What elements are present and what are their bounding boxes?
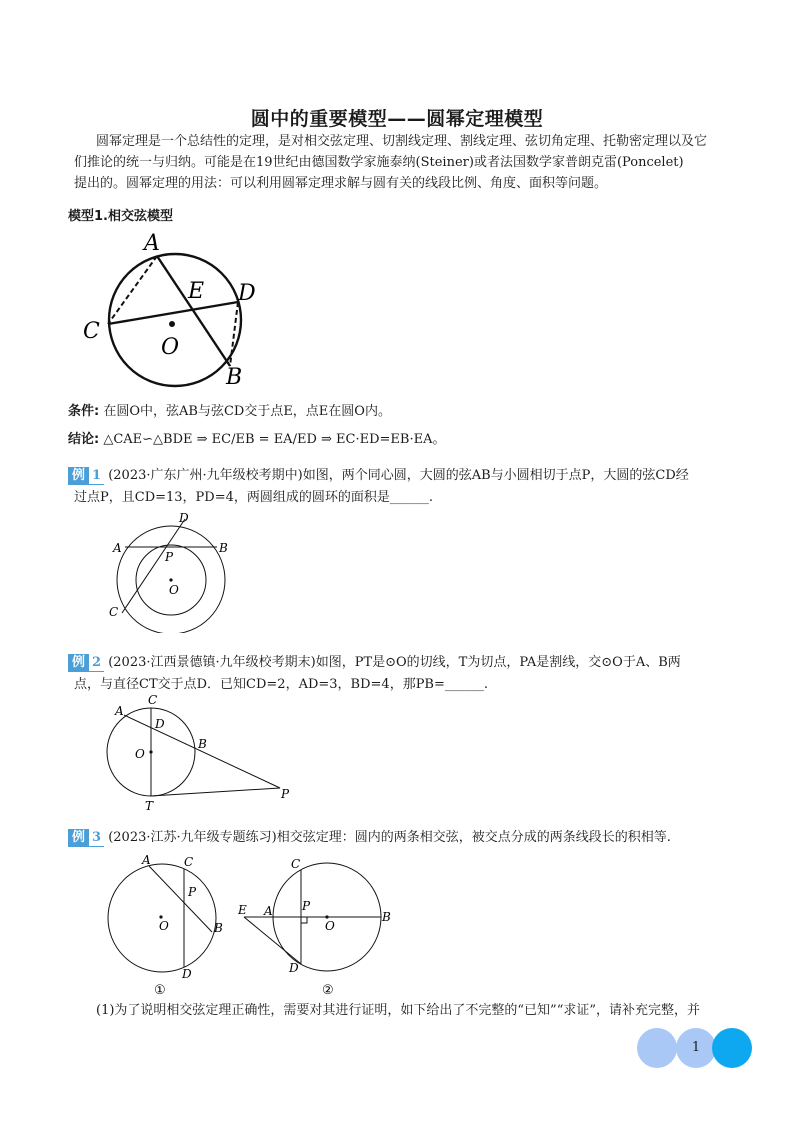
example-3-line-1: (2023·江苏·九年级专题练习)相交弦定理：圆内的两条相交弦，被交点分成的两条线段长的积相等. [108, 830, 671, 845]
conclusion-label: 结论: [68, 432, 100, 447]
fig3a-label-P: P [188, 885, 197, 899]
example-2-line-2: 点，与直径CT交于点D．已知CD=2，AD=3，BD=4，那PB=______. [74, 677, 489, 692]
fig3b-caption: ② [322, 983, 334, 998]
fig2-label-T: T [145, 799, 154, 813]
fig3b-label-O: O [325, 919, 335, 933]
example-badge: 例 [68, 467, 89, 485]
fig2-label-P: P [281, 787, 290, 801]
example-number: 2 [89, 654, 104, 672]
fig3a-label-D: D [182, 967, 192, 981]
page-title: 圆中的重要模型——圆幂定理模型 [250, 108, 544, 130]
example-number: 3 [89, 829, 104, 847]
intro-line-3: 提出的。圆幂定理的用法：可以利用圆幂定理求解与圆有关的线段比例、角度、面积等问题。 [74, 176, 608, 191]
fig0-label-D: D [238, 281, 256, 306]
fig3a-label-B: B [214, 921, 223, 935]
condition-label: 条件: [68, 404, 100, 419]
example-number: 1 [89, 467, 104, 485]
fig2-label-D: D [155, 717, 165, 731]
fig0-label-E: E [188, 279, 205, 304]
fig1-label-A: A [113, 541, 122, 555]
fig0-label-A: A [144, 231, 160, 256]
example-1-line-2: 过点P，且CD=13，PD=4，两圆组成的圆环的面积是______. [74, 490, 434, 505]
conclusion-text: △CAE∽△BDE ⇒ EC/EB = EA/ED ⇒ EC·ED=EB·EA。 [103, 432, 446, 447]
fig1-label-P: P [165, 550, 174, 564]
fig1-label-D: D [179, 511, 189, 525]
fig3b-label-A: A [264, 904, 273, 918]
fig0-label-O: O [161, 335, 180, 360]
fig1-label-C: C [109, 605, 119, 619]
fig2-label-B: B [198, 737, 207, 751]
page-badge-left [637, 1028, 677, 1068]
tangent-secant-figure [105, 692, 305, 814]
fig3b-label-B: B [382, 910, 391, 924]
example-badge: 例 [68, 829, 89, 847]
fig3a-caption: ① [154, 983, 166, 998]
part1-text: (1)为了说明相交弦定理正确性，需要对其进行证明，如下给出了不完整的“已知”“求证”，请补充完整，并 [96, 1003, 700, 1018]
page-number: 1 [691, 1040, 701, 1055]
fig3b-label-P: P [302, 899, 311, 913]
fig3a-label-C: C [184, 855, 194, 869]
fig2-label-C: C [148, 693, 158, 707]
fig0-label-C: C [83, 319, 100, 344]
fig3b-label-C: C [291, 857, 301, 871]
fig3b-label-E: E [238, 903, 247, 917]
fig2-label-A: A [115, 704, 124, 718]
fig3a-label-O: O [159, 919, 169, 933]
fig2-label-O: O [135, 747, 145, 761]
chords-figure-2 [236, 850, 406, 1000]
example-2-line-1: (2023·江西景德镇·九年级校考期末)如图，PT是⊙O的切线，T为切点，PA是割线，交⊙O于A、B两 [108, 655, 681, 670]
intro-line-1: 圆幂定理是一个总结性的定理，是对相交弦定理、切割线定理、割线定理、弦切角定理、托勒密定理以及它 [96, 134, 708, 149]
condition-text: 在圆O中，弦AB与弦CD交于点E，点E在圆O内。 [103, 404, 391, 419]
intersecting-chords-figure [80, 228, 270, 390]
model1-heading: 模型1.相交弦模型 [68, 209, 173, 224]
example-badge: 例 [68, 654, 89, 672]
fig0-label-B: B [226, 365, 243, 390]
fig1-label-O: O [169, 583, 179, 597]
fig3b-label-D: D [289, 961, 299, 975]
page-badge-right [712, 1028, 752, 1068]
example-1-line-1: (2023·广东广州·九年级校考期中)如图，两个同心圆，大圆的弦AB与小圆相切于点P，大圆的弦CD经 [108, 468, 689, 483]
chords-figure-1 [102, 850, 232, 1000]
intro-line-2: 们推论的统一与归纳。可能是在19世纪由德国数学家施泰纳(Steiner)或者法国数学家普朗克雷(Poncelet) [74, 155, 684, 170]
concentric-circles-figure [105, 508, 245, 633]
fig1-label-B: B [219, 541, 228, 555]
fig3a-label-A: A [142, 853, 151, 867]
